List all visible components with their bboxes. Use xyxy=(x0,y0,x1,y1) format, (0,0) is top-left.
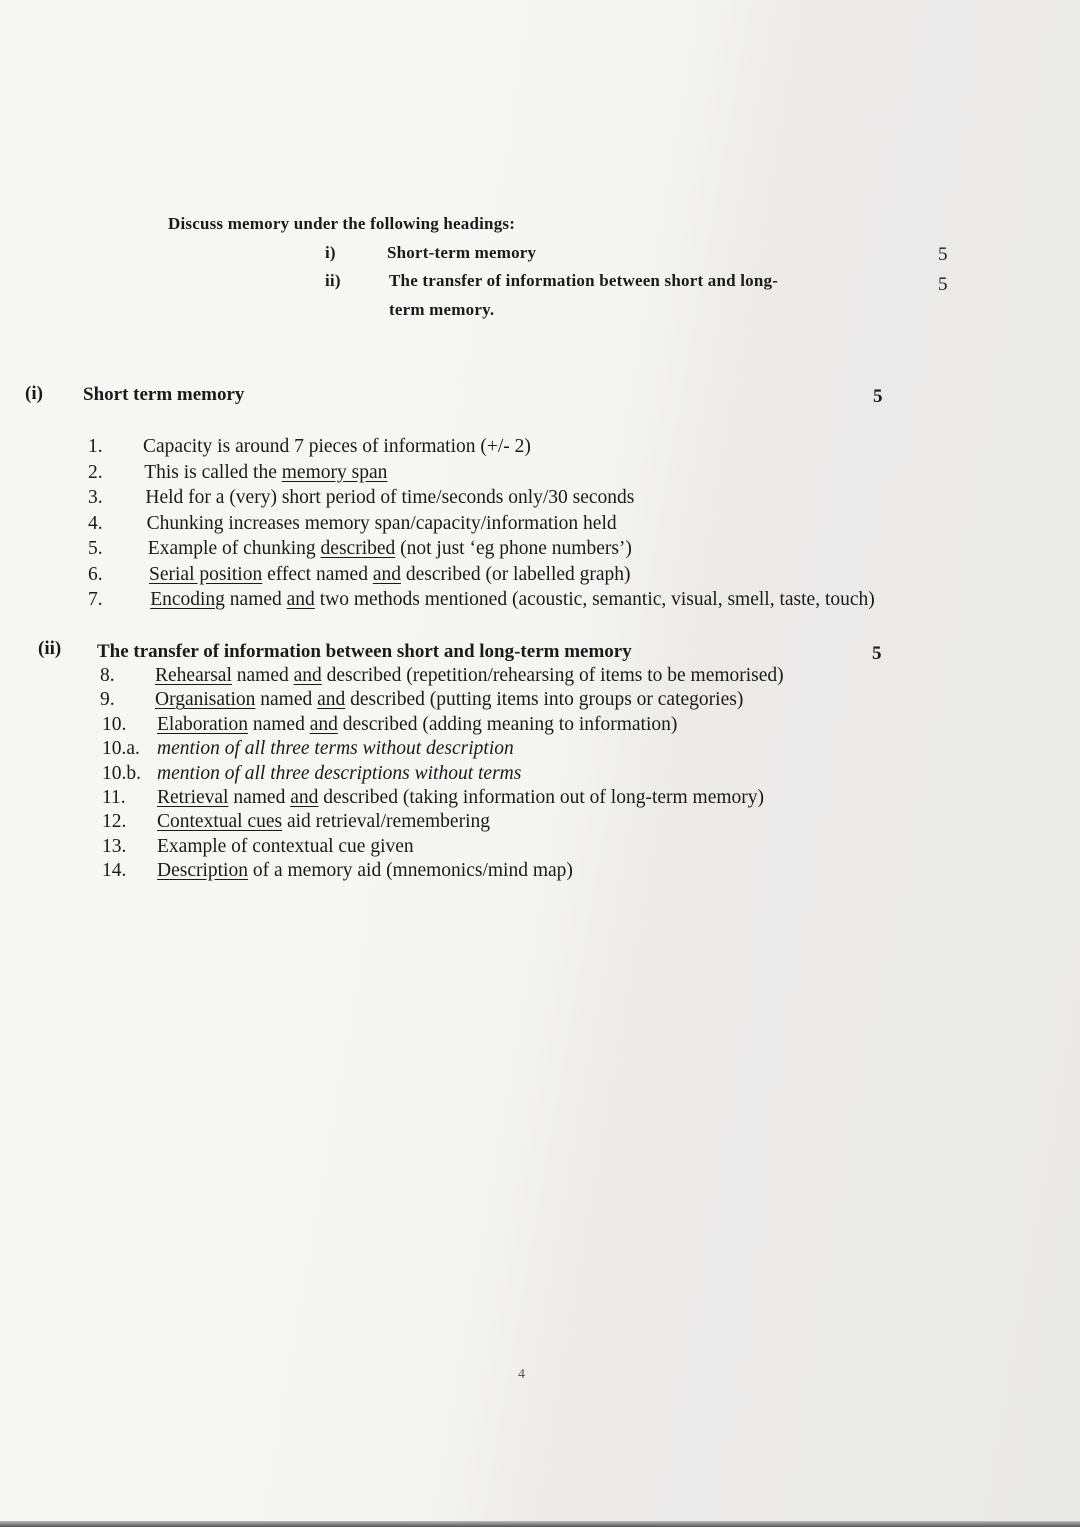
item-number: 5. xyxy=(88,538,103,559)
item-number: 4. xyxy=(88,512,103,534)
underlined-term: and xyxy=(317,689,346,711)
item-text xyxy=(144,462,387,484)
text-segment: named xyxy=(231,665,294,686)
text-segment: described (putting items into groups or categories) xyxy=(345,689,744,711)
text-segment: Held for a (very) short period of time/seconds only/30 seconds xyxy=(145,487,635,508)
section-title: The transfer of information between short and long-term memory xyxy=(97,641,632,662)
text-segment: (not just ‘eg phone numbers’) xyxy=(395,538,632,559)
text-segment: This is called the xyxy=(144,461,282,483)
item-text xyxy=(157,787,764,809)
item-number: 3. xyxy=(88,487,103,508)
underlined-term: Description xyxy=(157,860,248,882)
underlined-term: described xyxy=(320,538,396,559)
text-segment: of a memory aid (mnemonics/mind map) xyxy=(247,860,573,882)
part-marks: 5 xyxy=(938,244,948,265)
text-segment: Example of chunking xyxy=(147,538,321,559)
section-marks: 5 xyxy=(872,643,882,664)
item-text xyxy=(149,564,631,586)
underlined-term: and xyxy=(309,713,338,735)
item-number: 10.a. xyxy=(102,738,140,760)
item-text xyxy=(155,665,784,687)
part-text: The transfer of information between short and long- xyxy=(389,271,779,290)
section-label: (i) xyxy=(25,383,43,404)
part-label: i) xyxy=(325,243,336,262)
text-segment: named xyxy=(255,689,318,711)
item-number: 8. xyxy=(100,665,115,686)
item-number: 12. xyxy=(102,811,127,833)
item-number: 10. xyxy=(102,713,127,735)
item-text xyxy=(148,538,632,560)
part-text: Short-term memory xyxy=(387,243,537,262)
text-segment: described (repetition/rehearsing of items to be memorised) xyxy=(321,665,784,686)
text-segment: effect named xyxy=(262,563,373,585)
item-text xyxy=(157,714,677,736)
item-number: 2. xyxy=(88,461,103,483)
page-edge xyxy=(0,1521,1080,1527)
underlined-term: and xyxy=(293,665,322,686)
item-number: 6. xyxy=(88,563,103,585)
item-text xyxy=(143,436,531,458)
item-text xyxy=(155,689,743,711)
item-number: 9. xyxy=(100,689,115,711)
text-segment: Chunking increases memory span/capacity/information held xyxy=(146,512,617,534)
underlined-term: and xyxy=(372,563,401,585)
item-number: 13. xyxy=(102,835,127,857)
item-number: 14. xyxy=(102,860,127,882)
item-number: 10.b. xyxy=(102,762,141,784)
section-marks: 5 xyxy=(873,386,883,407)
section-title: Short term memory xyxy=(83,384,245,405)
underlined-term: Elaboration xyxy=(157,713,248,735)
text-segment: Example of contextual cue given xyxy=(157,835,414,857)
section-label: (ii) xyxy=(38,638,62,659)
page-number: 4 xyxy=(518,1367,525,1382)
text-segment: described (or labelled graph) xyxy=(400,563,631,585)
item-text xyxy=(157,836,414,858)
item-text xyxy=(157,738,514,760)
text-segment: Capacity is around 7 pieces of information (+/- 2) xyxy=(143,436,531,457)
item-text xyxy=(150,589,875,611)
item-number: 1. xyxy=(88,436,103,457)
text-segment: two methods mentioned (acoustic, semantic, visual, smell, taste, touch) xyxy=(314,589,875,610)
underlined-term: and xyxy=(286,589,315,610)
text-segment: mention of all three descriptions without terms xyxy=(157,762,522,784)
item-text xyxy=(157,763,521,785)
underlined-term: and xyxy=(290,787,319,808)
text-segment: named xyxy=(224,589,287,610)
underlined-term: Encoding xyxy=(150,589,225,610)
item-text xyxy=(157,811,490,833)
underlined-term: Contextual cues xyxy=(157,811,283,833)
item-number: 7. xyxy=(88,589,103,610)
item-text xyxy=(147,513,617,535)
question-intro: Discuss memory under the following headings: xyxy=(168,214,516,233)
underlined-term: memory span xyxy=(281,461,388,483)
underlined-term: Rehearsal xyxy=(155,665,232,686)
text-segment: named xyxy=(228,787,291,808)
text-segment: named xyxy=(247,713,310,735)
underlined-term: Organisation xyxy=(155,689,256,711)
underlined-term: Serial position xyxy=(149,563,263,585)
part-marks: 5 xyxy=(938,274,948,295)
part-text-continued: term memory. xyxy=(389,300,495,319)
item-text xyxy=(157,860,573,882)
underlined-term: Retrieval xyxy=(157,787,229,808)
item-number: 11. xyxy=(102,787,126,808)
text-segment: mention of all three terms without description xyxy=(157,738,514,760)
part-label: ii) xyxy=(325,271,341,290)
text-segment: aid retrieval/remembering xyxy=(282,811,490,833)
text-segment: described (taking information out of long-term memory) xyxy=(318,787,765,808)
item-text xyxy=(145,487,634,509)
text-segment: described (adding meaning to information) xyxy=(337,713,678,735)
